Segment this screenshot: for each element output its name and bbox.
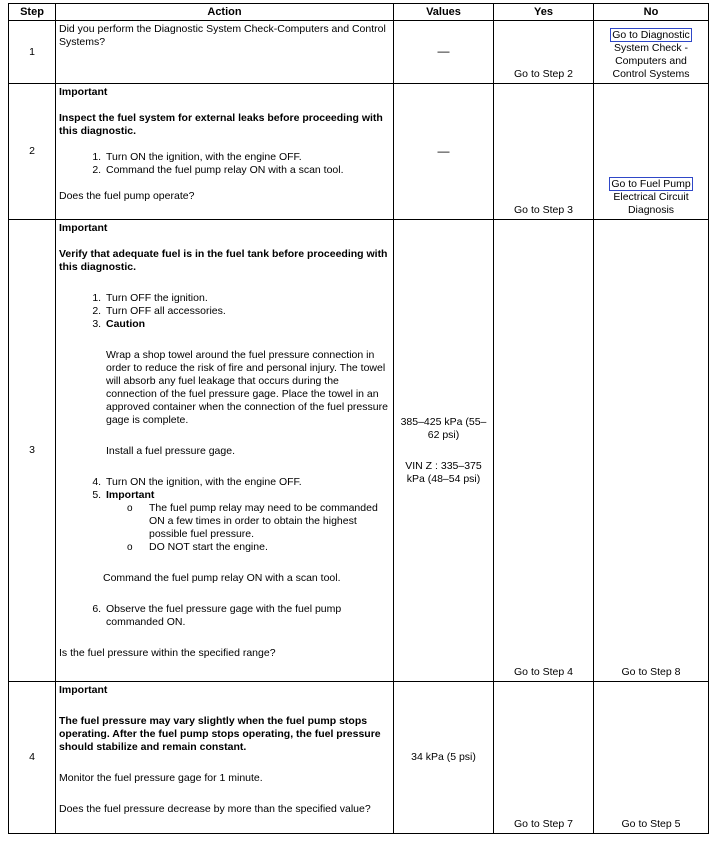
action-cell <box>56 220 394 682</box>
yes-cell <box>494 84 594 220</box>
important-text: Inspect the fuel system for external leaks before proceeding with this diagnostic. <box>59 112 383 137</box>
no-link-fuel-pump-electrical[interactable]: Go to Fuel Pump <box>611 178 691 190</box>
question-text: Is the fuel pressure within the specified range? <box>59 647 276 659</box>
step-number: 3 <box>9 220 56 682</box>
no-text-line: Electrical Circuit <box>613 191 689 203</box>
monitor-text: Monitor the fuel pressure gage for 1 minute. <box>59 772 263 784</box>
table-row-step-3 <box>9 220 709 682</box>
caution-label: Caution <box>106 318 146 330</box>
values-text: — <box>437 143 450 158</box>
bullet-list <box>59 502 390 554</box>
list-item: 4. Turn ON the ignition, with the engine OFF. <box>104 476 390 489</box>
no-cell <box>594 682 709 834</box>
header-action: Action <box>56 4 394 21</box>
command-text: Command the fuel pump relay ON with a scan tool. <box>103 572 341 584</box>
no-text-line: System Check - <box>613 42 689 54</box>
list-item: 2. Turn OFF all accessories. <box>104 305 390 318</box>
question-text: Does the fuel pump operate? <box>59 190 195 202</box>
important-label: Important <box>59 222 108 234</box>
no-link-diagnostic-system-check[interactable]: Go to Diagnostic <box>612 29 690 41</box>
yes-text: Go to Step 2 <box>514 68 573 80</box>
yes-text: Go to Step 7 <box>514 818 573 830</box>
values-text: 385–425 kPa (55–62 psi) <box>400 415 487 441</box>
header-row <box>9 4 709 21</box>
list-item: 2. Command the fuel pump relay ON with a scan tool. <box>104 164 390 177</box>
table-row-step-4 <box>9 682 709 834</box>
list-item: 1. Turn ON the ignition, with the engine OFF. <box>104 151 390 164</box>
values-cell <box>394 21 494 84</box>
no-cell <box>594 220 709 682</box>
table-row-step-1 <box>9 21 709 84</box>
table-row-step-2 <box>9 84 709 220</box>
diagnostic-table <box>8 3 709 834</box>
no-text: Go to Step 8 <box>621 666 681 678</box>
important-label: Important <box>106 489 155 501</box>
list-item: 6. Observe the fuel pressure gage with the fuel pump commanded ON. <box>104 603 390 629</box>
list-item <box>104 489 390 502</box>
list-item <box>104 318 390 476</box>
question-text: Does the fuel pressure decrease by more than the specified value? <box>59 803 371 815</box>
header-step: Step <box>9 4 56 21</box>
caution-text: Wrap a shop towel around the fuel pressure connection in order to reduce the risk of fire and personal injury. The towel will absorb any fuel leakage that occurs during the connection of the fuel pressure gage. Place the towel in an approved container when the connection of the fuel pressure gage is complete. <box>106 349 388 426</box>
values-text: 34 kPa (5 psi) <box>411 751 476 763</box>
no-text-line: Diagnosis <box>627 204 675 216</box>
step-number: 2 <box>9 84 56 220</box>
header-values: Values <box>394 4 494 21</box>
yes-text: Go to Step 3 <box>514 204 573 216</box>
important-label: Important <box>59 86 108 98</box>
bullet-item: o DO NOT start the engine. <box>149 541 390 554</box>
procedure-list <box>59 292 390 502</box>
header-yes: Yes <box>494 4 594 21</box>
values-text-vin-z: VIN Z : 335–375 kPa (48–54 psi) <box>405 459 482 485</box>
yes-cell <box>494 220 594 682</box>
step-number: 4 <box>9 682 56 834</box>
important-text: Verify that adequate fuel is in the fuel tank before proceeding with this diagnostic. <box>59 248 388 273</box>
values-cell <box>394 682 494 834</box>
no-cell <box>594 21 709 84</box>
yes-cell <box>494 21 594 84</box>
bullet-item: o The fuel pump relay may need to be commanded ON a few times in order to obtain the highest possible fuel pressure. <box>149 502 390 541</box>
action-cell <box>56 682 394 834</box>
no-text-line: Control Systems <box>612 68 690 80</box>
values-cell <box>394 220 494 682</box>
important-label: Important <box>59 684 108 696</box>
procedure-list <box>59 151 390 177</box>
install-text: Install a fuel pressure gage. <box>106 445 235 457</box>
question-text: Did you perform the Diagnostic System Check-Computers and Control Systems? <box>59 23 386 48</box>
important-text: The fuel pressure may vary slightly when the fuel pump stops operating. After the fuel pump stops operating, the fuel pressure should stabilize and remain constant. <box>59 715 381 753</box>
procedure-list-continued <box>59 603 390 629</box>
no-text: Go to Step 5 <box>621 818 681 830</box>
values-cell <box>394 84 494 220</box>
step-number: 1 <box>9 21 56 84</box>
header-no: No <box>594 4 709 21</box>
yes-cell <box>494 682 594 834</box>
list-item: 1. Turn OFF the ignition. <box>104 292 390 305</box>
action-cell <box>56 21 394 84</box>
values-text: — <box>437 44 450 58</box>
yes-text: Go to Step 4 <box>514 666 573 678</box>
no-text-line: Computers and <box>615 55 687 67</box>
no-cell <box>594 84 709 220</box>
action-cell <box>56 84 394 220</box>
